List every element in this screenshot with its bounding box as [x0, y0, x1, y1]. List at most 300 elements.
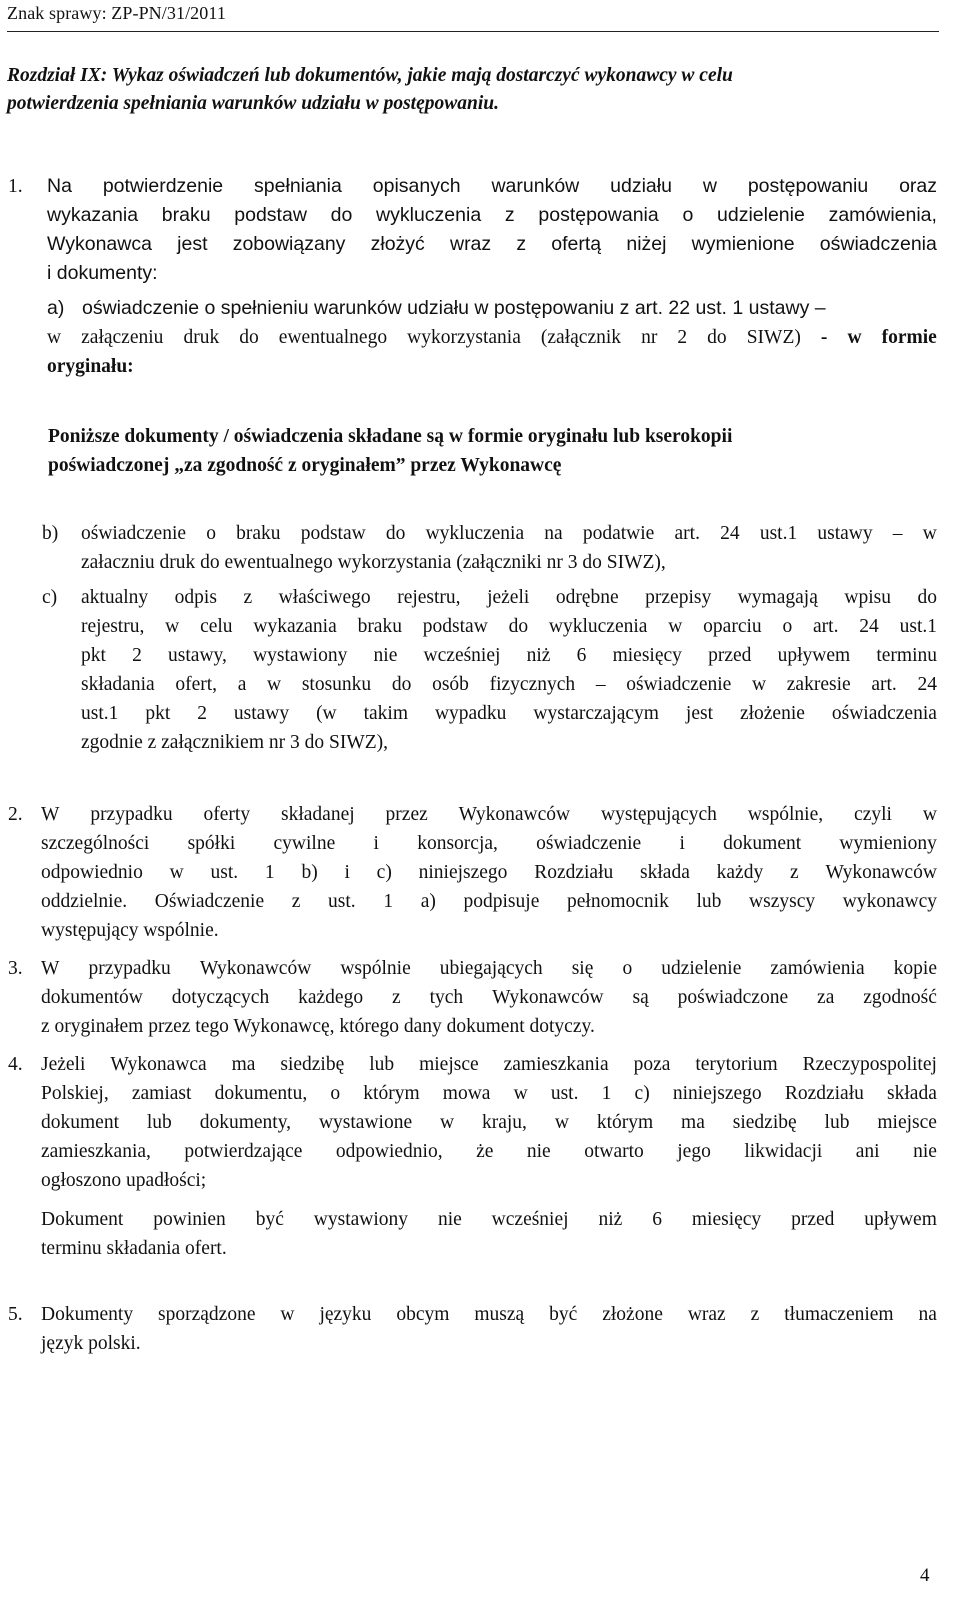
section-4-text	[41, 1050, 937, 1195]
section-3-line: z oryginałem przez tego Wykonawcę, którego dany dokument dotyczy.	[41, 1016, 595, 1037]
note-line-1: Poniższe dokumenty / oświadczenia składane są w formie oryginału lub kserokopii	[48, 426, 733, 447]
word: art.	[674, 523, 700, 544]
word: wspólnie	[340, 958, 411, 979]
word: ust.1	[759, 523, 798, 544]
word: 1	[601, 1083, 612, 1104]
word: Dokument	[41, 1209, 124, 1230]
word: oświadczenie	[81, 523, 187, 544]
word: ust.1	[81, 703, 119, 724]
word: dokument	[723, 833, 802, 854]
word: wykonawcy	[842, 891, 937, 912]
word: właściwego	[278, 587, 371, 608]
section-2-text	[41, 800, 937, 945]
word: kraju,	[481, 1112, 527, 1133]
word: do	[391, 674, 412, 695]
word: 24	[859, 616, 879, 637]
word: którym	[363, 1083, 420, 1104]
word: cywilne	[273, 833, 336, 854]
word: złożyć	[370, 233, 425, 255]
word: z	[291, 891, 301, 912]
item-c-line	[81, 583, 937, 612]
word: otwarto	[584, 1141, 644, 1162]
word: Wykonawca	[110, 1054, 207, 1075]
word: Oświadczenie	[154, 891, 265, 912]
item-a-line: oryginału:	[47, 356, 134, 377]
word: do	[330, 204, 353, 226]
case-reference: Znak sprawy: ZP-PN/31/2011	[7, 3, 226, 23]
word: złożone	[602, 1304, 663, 1325]
word: wraz	[687, 1304, 726, 1325]
section-5-number: 5.	[8, 1304, 23, 1325]
word: art.	[813, 616, 839, 637]
section-2-line: występujący wspólnie.	[41, 920, 219, 941]
word: do	[385, 523, 406, 544]
section-3-number: 3.	[8, 958, 23, 979]
section-5-line	[41, 1300, 937, 1329]
word: Rozdziału	[784, 1083, 864, 1104]
word: dokumentów	[41, 987, 143, 1008]
word: ofertą	[551, 233, 602, 255]
word: udzielenie	[717, 204, 805, 226]
word: opisanych	[372, 175, 461, 197]
item-a-line: oświadczenie o spełnieniu warunków udziału w postępowaniu z art. 22 ust. 1 ustawy –	[82, 297, 826, 319]
word: zamiast	[131, 1083, 192, 1104]
section-3-line	[41, 983, 937, 1012]
word: i	[373, 833, 379, 854]
word: udzielenie	[661, 958, 742, 979]
word: siedzibę	[280, 1054, 345, 1075]
word: kopie	[893, 958, 937, 979]
word: na	[544, 523, 563, 544]
word: są	[632, 987, 649, 1008]
word: (załącznik	[540, 327, 622, 348]
word: podstaw	[422, 616, 488, 637]
word: składania	[81, 674, 155, 695]
word: być	[255, 1209, 284, 1230]
word: w	[554, 1112, 569, 1133]
word: –	[892, 523, 903, 544]
word: zgodność	[863, 987, 937, 1008]
word: podstaw	[234, 204, 307, 226]
word: spełniania	[254, 175, 342, 197]
word: że	[476, 1141, 494, 1162]
word: terminu	[876, 645, 937, 666]
word: 6	[652, 1209, 662, 1230]
word: ust.1	[899, 616, 937, 637]
word: wystarczającym	[533, 703, 659, 724]
section-5-line: język polski.	[41, 1333, 141, 1354]
word: poza	[633, 1054, 671, 1075]
word: odrębne	[555, 587, 619, 608]
word: aktualny	[81, 587, 149, 608]
word: nie	[913, 1141, 937, 1162]
item-b-line	[81, 519, 937, 548]
word: 2	[197, 703, 207, 724]
word: zamówienia	[770, 958, 865, 979]
word: ubiegających	[439, 958, 543, 979]
item-a-line	[47, 323, 937, 352]
word: załączeniu	[81, 327, 164, 348]
word: braku	[236, 523, 281, 544]
word: 24	[720, 523, 740, 544]
word: pkt	[145, 703, 171, 724]
word: do	[508, 616, 529, 637]
word: fizycznych	[489, 674, 576, 695]
word: 24	[917, 674, 937, 695]
word: wystawione	[318, 1112, 413, 1133]
word: ust.	[210, 862, 239, 883]
word: braku	[357, 616, 402, 637]
word: druk	[183, 327, 220, 348]
word: podatwie	[582, 523, 655, 544]
word: w	[922, 804, 937, 825]
word: niż	[598, 1209, 623, 1230]
page-number: 4	[920, 1565, 930, 1586]
word: wypadku	[434, 703, 507, 724]
word: wykazania	[47, 204, 139, 226]
word: nr	[641, 327, 658, 348]
word: nie	[526, 1141, 551, 1162]
word: niniejszego	[672, 1083, 762, 1104]
word: oświadczenia	[831, 703, 937, 724]
section-1-line	[47, 230, 937, 259]
word: c)	[634, 1083, 650, 1104]
word: oferty	[203, 804, 251, 825]
word: (w	[316, 703, 337, 724]
word: w	[169, 862, 184, 883]
word: c)	[376, 862, 392, 883]
word: formie	[881, 327, 937, 348]
word: do	[707, 327, 727, 348]
word: o	[330, 1083, 341, 1104]
word: pełnomocnik	[567, 891, 669, 912]
word: rejestru,	[81, 616, 145, 637]
word: dokumenty,	[199, 1112, 292, 1133]
word: jego	[677, 1141, 711, 1162]
word: nie	[437, 1209, 462, 1230]
item-c-line	[81, 699, 937, 728]
word: rejestru,	[397, 587, 461, 608]
word: wymienione	[691, 233, 795, 255]
word: składa	[887, 1083, 937, 1104]
section-2-line	[41, 858, 937, 887]
word: W	[41, 804, 60, 825]
word: do	[917, 587, 937, 608]
word: w	[440, 1112, 455, 1133]
word: języku	[319, 1304, 372, 1325]
word: Rozdziału	[534, 862, 614, 883]
word: na	[918, 1304, 937, 1325]
word: oparciu	[703, 616, 762, 637]
word: dokument	[41, 1112, 119, 1133]
word: art.	[871, 674, 897, 695]
word: oraz	[899, 175, 937, 197]
word: ustawy	[817, 523, 873, 544]
section-1-line	[47, 172, 937, 201]
section-1-line: i dokumenty:	[47, 262, 158, 284]
word: wpisu	[844, 587, 891, 608]
word: przez	[385, 804, 428, 825]
word: odpowiednio,	[335, 1141, 443, 1162]
word: w	[668, 616, 683, 637]
word: Wykonawca	[47, 233, 152, 255]
item-c-marker: c)	[42, 587, 58, 608]
word: powinien	[153, 1209, 226, 1230]
word: odpis	[174, 587, 217, 608]
word: w	[752, 674, 767, 695]
word: wraz	[449, 233, 492, 255]
word: wszyscy	[749, 891, 816, 912]
word: się	[571, 958, 594, 979]
section-4-line	[41, 1079, 937, 1108]
word: przed	[708, 645, 752, 666]
word: składanej	[281, 804, 355, 825]
word: odpowiednio	[41, 862, 143, 883]
word: a)	[420, 891, 436, 912]
word: lub	[824, 1112, 850, 1133]
section-1-number: 1.	[8, 176, 23, 197]
word: nie	[373, 645, 398, 666]
section-1-text	[47, 172, 937, 288]
word: złożenie	[739, 703, 805, 724]
word: Wykonawców	[458, 804, 571, 825]
word: takim	[363, 703, 408, 724]
word: zobowiązany	[232, 233, 346, 255]
section-4-extra-text	[41, 1205, 937, 1263]
word: sporządzone	[158, 1304, 256, 1325]
section-3-text	[41, 954, 937, 1041]
section-2-line	[41, 829, 937, 858]
word: w	[165, 616, 180, 637]
word: oświadczenie	[536, 833, 642, 854]
word: tłumaczeniem	[784, 1304, 894, 1325]
section-3-line	[41, 954, 937, 983]
word: ani	[855, 1141, 880, 1162]
word: ewentualnego	[278, 327, 388, 348]
word: którym	[596, 1112, 654, 1133]
word: Wykonawców	[825, 862, 937, 883]
word: przed	[791, 1209, 835, 1230]
item-c-line	[81, 612, 937, 641]
word: Wykonawców	[492, 987, 604, 1008]
section-2-line	[41, 800, 937, 829]
word: w	[922, 523, 937, 544]
word: warunków	[491, 175, 580, 197]
word: miesięcy	[612, 645, 682, 666]
word: oświadczenie	[626, 674, 732, 695]
word: podstaw	[300, 523, 366, 544]
word: jeżeli	[487, 587, 530, 608]
word: z	[790, 862, 799, 883]
word: ma	[231, 1054, 256, 1075]
word: za	[817, 987, 835, 1008]
word: niż	[526, 645, 551, 666]
word: o	[782, 616, 793, 637]
word: składa	[640, 862, 690, 883]
word: każdego	[298, 987, 364, 1008]
word: udziału	[610, 175, 672, 197]
word: czyli	[854, 804, 892, 825]
word: z	[392, 987, 401, 1008]
section-5-text	[41, 1300, 937, 1358]
section-4-line	[41, 1108, 937, 1137]
item-a-marker: a)	[47, 297, 65, 319]
word: lub	[696, 891, 722, 912]
word: –	[595, 674, 606, 695]
word: W	[41, 958, 60, 979]
word: wcześniej	[491, 1209, 569, 1230]
word: przypadku	[90, 804, 173, 825]
word: upływem	[777, 645, 851, 666]
word: jest	[685, 703, 714, 724]
word: oddzielnie.	[41, 891, 128, 912]
word: -	[820, 327, 828, 348]
word: b)	[301, 862, 318, 883]
section-4-extra-line	[41, 1205, 937, 1234]
word: wymagają	[737, 587, 818, 608]
word: i	[344, 862, 350, 883]
word: braku	[161, 204, 211, 226]
word: SIWZ)	[746, 327, 801, 348]
section-1-line	[47, 201, 937, 230]
word: a	[237, 674, 247, 695]
section-2-number: 2.	[8, 804, 23, 825]
word: lub	[146, 1112, 172, 1133]
word: wcześniej	[423, 645, 501, 666]
word: wykorzystania	[407, 327, 521, 348]
item-b-marker: b)	[42, 523, 59, 544]
chapter-title	[7, 62, 937, 118]
word: zamieszkania	[503, 1054, 609, 1075]
word: 2	[132, 645, 142, 666]
word: o	[622, 958, 633, 979]
word: tych	[429, 987, 464, 1008]
word: wspólnie,	[747, 804, 824, 825]
word: Rzeczypospolitej	[802, 1054, 937, 1075]
word: ustawy	[233, 703, 290, 724]
word: siedzibę	[732, 1112, 797, 1133]
word: dokumentu,	[214, 1083, 308, 1104]
certification-note	[48, 422, 940, 480]
item-c-line	[81, 641, 937, 670]
word: przypadku	[88, 958, 171, 979]
item-a-text	[47, 294, 937, 381]
header-divider	[7, 31, 939, 32]
word: ofert,	[175, 674, 218, 695]
word: z	[750, 1304, 760, 1325]
word: spółki	[187, 833, 236, 854]
word: zamówienia,	[828, 204, 937, 226]
word: szczególności	[41, 833, 150, 854]
word: potwierdzające	[184, 1141, 303, 1162]
word: 2	[677, 327, 688, 348]
word: w	[847, 327, 862, 348]
word: terytorium	[695, 1054, 778, 1075]
word: w	[513, 1083, 528, 1104]
word: występujących	[601, 804, 717, 825]
item-b-text	[81, 519, 937, 577]
word: ma	[681, 1112, 705, 1133]
section-4-line	[41, 1050, 937, 1079]
word: pkt	[81, 645, 106, 666]
word: jest	[177, 233, 208, 255]
word: ustawy,	[168, 645, 227, 666]
word: Jeżeli	[41, 1054, 86, 1075]
section-4-line	[41, 1137, 937, 1166]
word: niniejszego	[418, 862, 508, 883]
word: w	[47, 327, 62, 348]
word: do	[239, 327, 259, 348]
word: poświadczone	[677, 987, 789, 1008]
word: 1	[264, 862, 275, 883]
word: muszą	[474, 1304, 525, 1325]
word: o	[682, 204, 694, 226]
word: wykluczenia	[376, 204, 482, 226]
word: lub	[369, 1054, 395, 1075]
word: wykazania	[253, 616, 337, 637]
word: w	[702, 175, 717, 197]
word: i	[679, 833, 685, 854]
section-2-line	[41, 887, 937, 916]
chapter-title-line-2: potwierdzenia spełniania warunków udziału w postępowaniu.	[7, 93, 499, 114]
word: Dokumenty	[41, 1304, 134, 1325]
word: każdy	[716, 862, 764, 883]
word: mowa	[442, 1083, 491, 1104]
item-b-line: załaczniu druk do ewentualnego wykorzystania (załączniki nr 3 do SIWZ),	[81, 552, 666, 573]
word: o	[206, 523, 216, 544]
word: upływem	[864, 1209, 937, 1230]
word: oświadczenia	[819, 233, 937, 255]
word: wykluczenia	[425, 523, 525, 544]
word: osób	[432, 674, 469, 695]
word: postępowaniu	[747, 175, 869, 197]
word: obcym	[396, 1304, 450, 1325]
word: konsorcja,	[417, 833, 498, 854]
section-4-line: ogłoszono upadłości;	[41, 1170, 207, 1191]
word: wymieniony	[839, 833, 937, 854]
word: dotyczących	[171, 987, 270, 1008]
word: z	[243, 587, 253, 608]
word: ust.	[328, 891, 356, 912]
word: wykluczenia	[548, 616, 648, 637]
word: wystawiony	[253, 645, 348, 666]
section-4-extra-line: terminu składania ofert.	[41, 1238, 227, 1259]
word: Na	[47, 175, 72, 197]
word: z	[504, 204, 515, 226]
word: wystawiony	[313, 1209, 409, 1230]
word: 1	[383, 891, 394, 912]
word: zamieszkania,	[41, 1141, 151, 1162]
word: z	[516, 233, 527, 255]
word: celu	[200, 616, 233, 637]
word: stosunku	[301, 674, 372, 695]
word: miejsce	[877, 1112, 937, 1133]
word: potwierdzenie	[102, 175, 224, 197]
note-line-2: poświadczonej „za zgodność z oryginałem” przez Wykonawcę	[48, 455, 562, 476]
word: niżej	[626, 233, 667, 255]
word: miejsce	[419, 1054, 479, 1075]
chapter-title-line-1: Rozdział IX: Wykaz oświadczeń lub dokumentów, jakie mają dostarczyć wykonawcy w celu	[7, 65, 733, 86]
section-4-number: 4.	[8, 1054, 23, 1075]
word: likwidacji	[744, 1141, 823, 1162]
word: przepisy	[645, 587, 712, 608]
word: postępowania	[538, 204, 659, 226]
word: Polskiej,	[41, 1083, 109, 1104]
word: w	[267, 674, 282, 695]
word: być	[549, 1304, 578, 1325]
word: 6	[576, 645, 587, 666]
word: podpisuje	[463, 891, 540, 912]
